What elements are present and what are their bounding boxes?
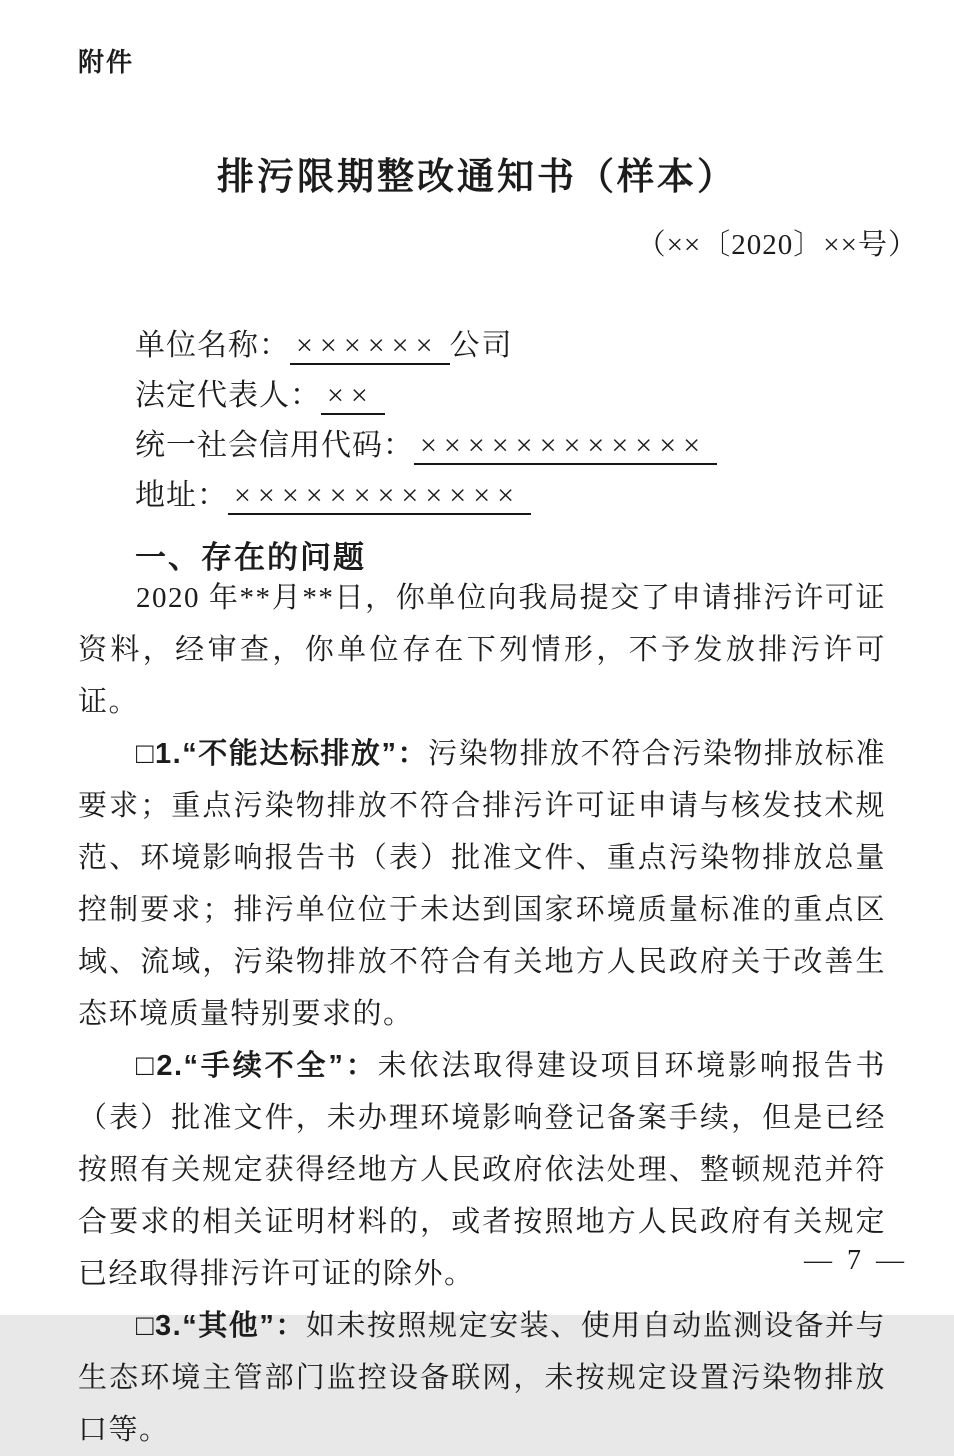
form-fields [135,320,895,520]
field-unit-name-suffix: 公司 [449,329,514,362]
field-address-value: ×××××××××××× [228,479,531,515]
section-heading-problems: 一、存在的问题 [135,540,366,575]
section-body [78,572,886,1456]
field-address [135,470,895,520]
document-number: （××〔2020〕××号） [636,229,918,261]
field-unit-name [135,320,895,370]
field-address-label: 地址： [135,479,228,512]
attachment-label: 附件 [78,47,135,77]
checklist-item-1 [78,728,886,1040]
checklist-item-2-lead: □2.“手续不全”： [136,1050,378,1082]
checklist-item-1-lead: □1.“不能达标排放”： [136,738,429,770]
page-number: — 7 — [804,1245,908,1276]
field-credit-code [135,420,895,470]
document-title: 排污限期整改通知书（样本） [217,156,737,197]
checklist-item-1-text: 污染物排放不符合污染物排放标准要求；重点污染物排放不符合排污许可证申请与核发技术规范、环境影响报告书（表）批准文件、重点污染物排放总量控制要求；排污单位位于未达到国家环境质量标准的重点区域、流域，污染物排放不符合有关地方人民政府关于改善生态环境质量特别要求的。 [78,738,886,1030]
intro-paragraph: 2020 年**月**日，你单位向我局提交了申请排污许可证资料，经审查，你单位存在下列情形，不予发放排污许可证。 [78,582,886,718]
field-credit-code-value: ×××××××××××× [414,429,717,465]
checklist-item-3 [78,1300,886,1456]
field-unit-name-value: ×××××× [290,329,450,365]
checklist-item-3-lead: □3.“其他”： [136,1310,306,1342]
field-legal-representative-label: 法定代表人： [135,379,321,412]
checklist-item-2 [78,1040,886,1300]
field-legal-representative [135,370,895,420]
checklist-item-3-text: 如未按照规定安装、使用自动监测设备并与生态环境主管部门监控设备联网，未按规定设置污染物排放口等。 [78,1310,886,1446]
field-credit-code-label: 统一社会信用代码： [135,429,414,462]
field-unit-name-label: 单位名称： [135,329,290,362]
checklist-item-2-text: 未依法取得建设项目环境影响报告书（表）批准文件，未办理环境影响登记备案手续，但是已经按照有关规定获得经地方人民政府依法处理、整顿规范并符合要求的相关证明材料的，或者按照地方人民政府有关规定已经取得排污许可证的除外。 [78,1050,886,1290]
field-legal-representative-value: ×× [321,379,385,415]
